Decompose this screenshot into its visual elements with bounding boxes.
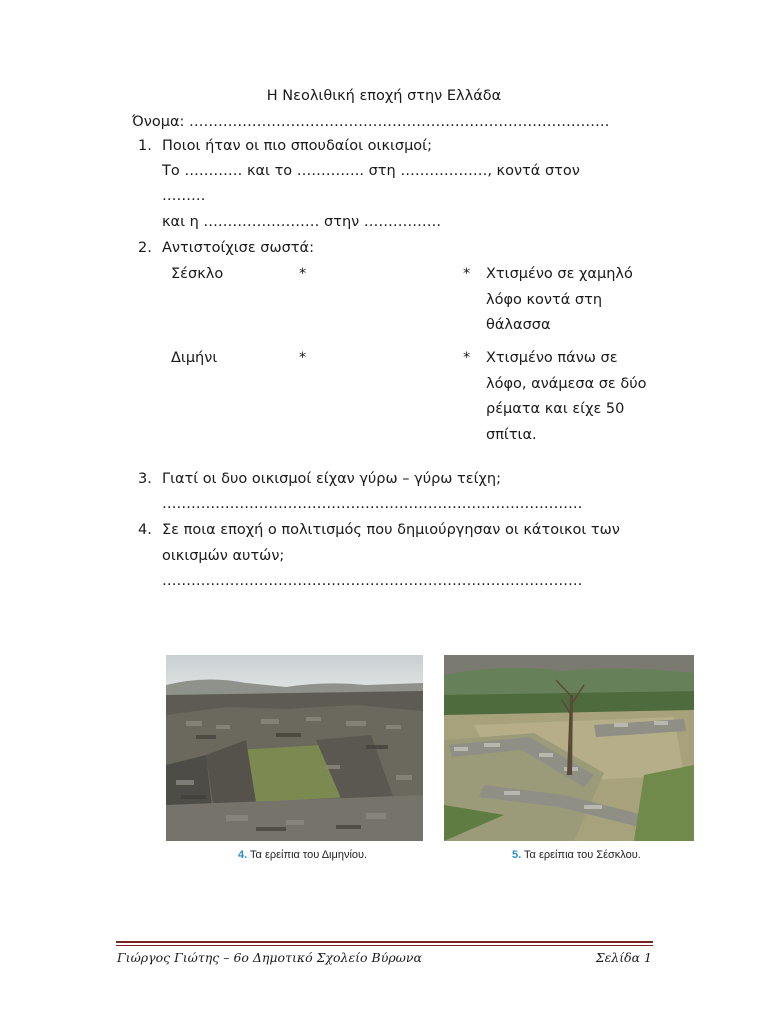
matching-star-right: * (463, 266, 471, 282)
footer-author: Γιώργος Γιώτης – 6ο Δημοτικό Σχολείο Βύρωνα (117, 950, 422, 965)
question-3 (138, 467, 501, 492)
footer-rule-thin (116, 945, 653, 946)
name-field-line: Όνομα: …………………………………………………………………………… (132, 114, 610, 130)
question-number: 1. (138, 138, 152, 154)
figure-number: 5. (512, 849, 522, 861)
q1-answer-line-2: ……… (162, 188, 206, 204)
question-number: 3. (138, 471, 152, 487)
page-title: Η Νεολιθική εποχή στην Ελλάδα (266, 88, 502, 104)
footer-page-number: Σελίδα 1 (595, 950, 652, 965)
matching-right-item (486, 346, 647, 448)
question-text: Σε ποια εποχή ο πολιτισμός που δημιούργησαν οι κάτοικοι των (162, 522, 620, 538)
matching-left-item: Σέσκλο (171, 266, 224, 282)
matching-right-item (486, 262, 633, 339)
q4-text-line-2: οικισμών αυτών; (162, 548, 285, 564)
sesklo-ruins-photo (444, 655, 694, 841)
matching-right-line: σπίτια. (486, 426, 537, 443)
matching-star-left: * (299, 350, 307, 366)
matching-star-left: * (299, 266, 307, 282)
matching-star-right: * (463, 350, 471, 366)
question-1 (138, 134, 432, 159)
question-number: 2. (138, 240, 152, 256)
question-2 (138, 236, 314, 261)
figure-number: 4. (238, 849, 248, 861)
question-text: Γιατί οι δυο οικισμοί είχαν γύρω – γύρω τείχη; (162, 471, 501, 487)
question-number: 4. (138, 522, 152, 538)
matching-right-line: λόφο, ανάμεσα σε δύο (486, 375, 647, 392)
footer-rule (116, 941, 653, 943)
matching-right-line: Χτισμένο πάνω σε (486, 350, 618, 366)
figure-4-caption (238, 848, 367, 862)
figure-caption-text: Τα ερείπια του Διμηνίου. (250, 849, 368, 861)
matching-right-line: Χτισμένο σε χαμηλό (486, 266, 633, 282)
figure-5-caption (512, 848, 641, 862)
dimini-ruins-photo (166, 655, 423, 841)
matching-right-line: λόφο κοντά στη (486, 291, 603, 308)
q1-answer-line-1: Το ………… και το ………….. στη ………………, κοντά στον (162, 163, 580, 179)
question-text: Ποιοι ήταν οι πιο σπουδαίοι οικισμοί; (162, 138, 432, 154)
figure-caption-text: Τα ερείπια του Σέσκλου. (524, 849, 641, 861)
matching-right-line: θάλασσα (486, 317, 551, 333)
matching-right-line: ρέματα και είχε 50 (486, 401, 625, 417)
q1-answer-line-3: και η …………………… στην ……………. (162, 214, 441, 230)
q3-answer-line: …………………………………………………………………………… (162, 496, 583, 512)
question-text: Αντιστοίχισε σωστά: (162, 240, 314, 256)
question-4 (138, 518, 620, 543)
matching-left-item: Διμήνι (171, 350, 218, 366)
q4-answer-line: …………………………………………………………………………… (162, 573, 583, 589)
